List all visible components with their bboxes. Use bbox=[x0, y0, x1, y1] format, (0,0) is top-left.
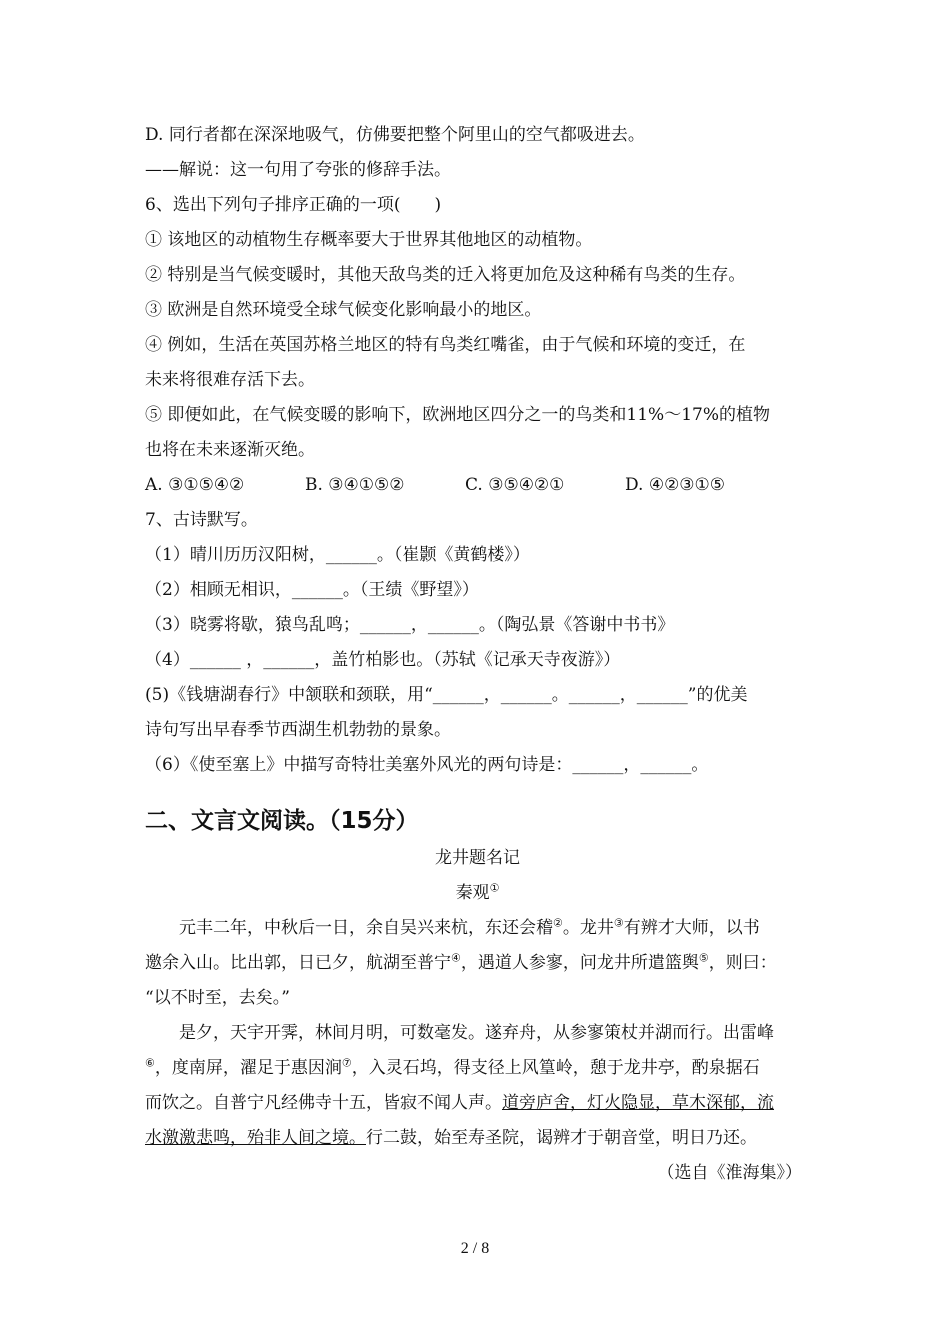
page-number: 2 / 8 bbox=[460, 1240, 490, 1257]
paragraph-1-line-1: 元丰二年，中秋后一日，余自吴兴来杭，东还会稽②。龙井③有辨才大师，以书 bbox=[179, 916, 760, 938]
option-c: C. ③⑤④②① bbox=[465, 475, 565, 495]
q7-item-5-line-2: 诗句写出早春季节西湖生机勃勃的景象。 bbox=[145, 720, 451, 740]
q7-item-3: （3）晓雾将歇，猿鸟乱鸣；______，______。（陶弘景《答谢中书书》 bbox=[145, 615, 675, 635]
sentence-5-line-1: ⑤ 即便如此，在气候变暖的影响下，欧洲地区四分之一的鸟类和11%～17%的植物 bbox=[145, 405, 770, 425]
underlined-sentence: 道旁庐舍，灯火隐显，草木深郁，流 bbox=[502, 1093, 774, 1113]
paragraph-2-line-2: ⑥，度南屏，濯足于惠因涧⑦，入灵石坞，得支径上风篁岭，憩于龙井亭，酌泉据石 bbox=[145, 1056, 760, 1078]
sentence-1: ① 该地区的动植物生存概率要大于世界其他地区的动植物。 bbox=[145, 230, 593, 250]
question-7-prompt: 7、古诗默写。 bbox=[145, 510, 258, 530]
paragraph-2-line-1: 是夕，天宇开霁，林间月明，可数毫发。遂弃舟，从参寥策杖并湖而行。出雷峰 bbox=[179, 1023, 774, 1043]
article-source: （选自《淮海集》） bbox=[657, 1163, 802, 1183]
q7-item-6: （6）《使至塞上》中描写奇特壮美塞外风光的两句诗是：______，______。 bbox=[145, 755, 709, 775]
q7-item-5-line-1: (5)《钱塘湖春行》中颔联和颈联，用“______，______。______，______”的优美 bbox=[145, 685, 748, 705]
underlined-sentence-end: 水激激悲鸣，殆非人间之境。 bbox=[145, 1128, 366, 1148]
document-body bbox=[145, 118, 810, 1191]
q7-item-4: （4）______ ，______，盖竹柏影也。（苏轼《记承天寺夜游》） bbox=[145, 650, 621, 670]
sentence-4-line-1: ④ 例如，生活在英国苏格兰地区的特有鸟类红嘴雀，由于气候和环境的变迁，在 bbox=[145, 335, 746, 355]
sentence-2: ② 特别是当气候变暖时，其他天敌鸟类的迁入将更加危及这种稀有鸟类的生存。 bbox=[145, 265, 746, 285]
option-a: A. ③①⑤④② bbox=[145, 475, 245, 495]
sentence-4-line-2: 未来将很难存活下去。 bbox=[145, 370, 315, 390]
paragraph-1-line-3: “以不时至，去矣。” bbox=[145, 988, 290, 1008]
sentence-5-line-2: 也将在未来逐渐灭绝。 bbox=[145, 440, 315, 460]
paragraph-2-line-3: 而饮之。自普宁凡经佛寺十五，皆寂不闻人声。道旁庐舍，灯火隐显，草木深郁，流 bbox=[145, 1093, 774, 1113]
q7-item-1: （1）晴川历历汉阳树，______。（崔颢《黄鹤楼》） bbox=[145, 545, 530, 565]
paragraph-1-line-2: 邀余入山。比出郭，日已夕，航湖至普宁④，遇道人参寥，问龙井所遣篮舆⑤，则曰： bbox=[145, 951, 777, 973]
option-d-line: D. 同行者都在深深地吸气，仿佛要把整个阿里山的空气都吸进去。 bbox=[145, 125, 645, 145]
option-b: B. ③④①⑤② bbox=[305, 475, 405, 495]
article-title: 龙井题名记 bbox=[435, 848, 520, 868]
paragraph-2-line-4: 水激激悲鸣，殆非人间之境。行二鼓，始至寿圣院，谒辨才于朝音堂，明日乃还。 bbox=[145, 1128, 757, 1148]
q7-item-2: （2）相顾无相识，______。（王绩《野望》） bbox=[145, 580, 479, 600]
article-author: 秦观① bbox=[455, 881, 500, 903]
sentence-3: ③ 欧洲是自然环境受全球气候变化影响最小的地区。 bbox=[145, 300, 542, 320]
question-6-prompt: 6、选出下列句子排序正确的一项( ) bbox=[145, 195, 442, 215]
answer-options bbox=[145, 468, 810, 503]
section-title: 二、文言文阅读。（15分） bbox=[145, 808, 419, 834]
explanation-line: ——解说：这一句用了夸张的修辞手法。 bbox=[145, 160, 451, 180]
option-d: D. ④②③①⑤ bbox=[625, 475, 726, 495]
